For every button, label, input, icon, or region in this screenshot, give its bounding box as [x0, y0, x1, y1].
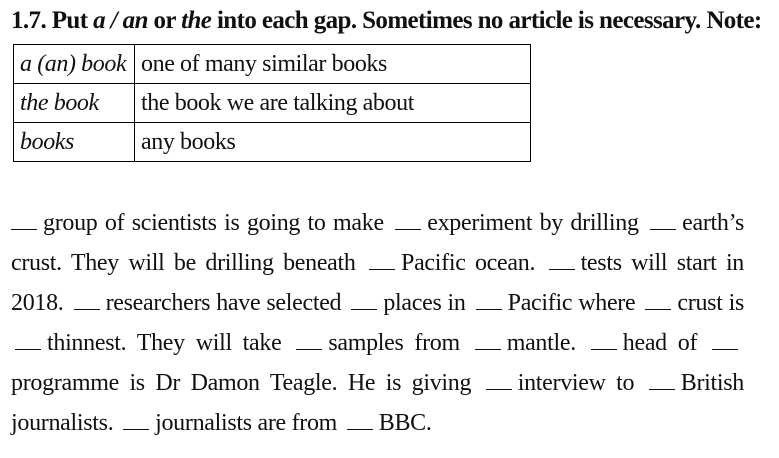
answer-gap[interactable]	[645, 291, 671, 310]
answer-gap[interactable]	[712, 331, 738, 350]
text-segment: samples from	[328, 330, 460, 356]
answer-gap[interactable]	[395, 211, 421, 230]
table-meaning: any books	[135, 123, 531, 162]
exercise-text	[11, 203, 744, 443]
text-segment: interview to	[517, 370, 635, 396]
table-row	[14, 45, 531, 84]
text-segment: BBC.	[378, 410, 432, 436]
text-segment: places in	[383, 290, 466, 316]
text-segment: experiment by drilling	[427, 210, 639, 236]
table-term: books	[14, 123, 135, 162]
answer-gap[interactable]	[123, 411, 149, 430]
answer-gap[interactable]	[11, 211, 37, 230]
answer-gap[interactable]	[475, 331, 501, 350]
table-row	[14, 84, 531, 123]
answer-gap[interactable]	[591, 331, 617, 350]
table-row	[14, 123, 531, 162]
answer-gap[interactable]	[549, 251, 575, 270]
text-segment: head of	[622, 330, 698, 356]
heading-article-a-an: a / an	[93, 7, 148, 34]
answer-gap[interactable]	[369, 251, 395, 270]
text-segment: journalists are from	[155, 410, 338, 436]
text-segment: crust is	[677, 290, 745, 316]
heading-instructions: into each gap. Sometimes no article is necessary. Note:	[216, 7, 762, 34]
answer-gap[interactable]	[15, 331, 41, 350]
answer-gap[interactable]	[476, 291, 502, 310]
table-term: the book	[14, 84, 135, 123]
text-segment: Pacific ocean.	[401, 250, 536, 276]
answer-gap[interactable]	[351, 291, 377, 310]
answer-gap[interactable]	[296, 331, 322, 350]
text-segment: group of scientists is going to make	[43, 210, 384, 236]
text-segment: tests will start in 2018.	[11, 250, 745, 316]
table-meaning: the book we are talking about	[135, 84, 531, 123]
answer-gap[interactable]	[650, 211, 676, 230]
answer-gap[interactable]	[74, 291, 100, 310]
heading-or: or	[153, 7, 176, 34]
text-segment: earth’s crust. They will be drilling beneath	[11, 210, 744, 276]
text-segment: Pacific where	[507, 290, 636, 316]
exercise-number: 1.7.	[11, 7, 47, 34]
answer-gap[interactable]	[486, 371, 512, 390]
heading-article-the: the	[181, 7, 212, 34]
article-note-table	[13, 44, 531, 162]
text-segment: thinnest. They will take	[47, 330, 282, 356]
exercise-heading	[11, 6, 762, 36]
answer-gap[interactable]	[347, 411, 373, 430]
table-term: a (an) book	[14, 45, 135, 84]
heading-put: Put	[51, 7, 88, 34]
text-segment: researchers have selected	[105, 290, 342, 316]
text-segment: British journalists.	[11, 370, 744, 436]
text-segment: programme is Dr Damon Teagle. He is giving	[11, 370, 472, 396]
answer-gap[interactable]	[649, 371, 675, 390]
text-segment: mantle.	[506, 330, 576, 356]
table-meaning: one of many similar books	[135, 45, 531, 84]
